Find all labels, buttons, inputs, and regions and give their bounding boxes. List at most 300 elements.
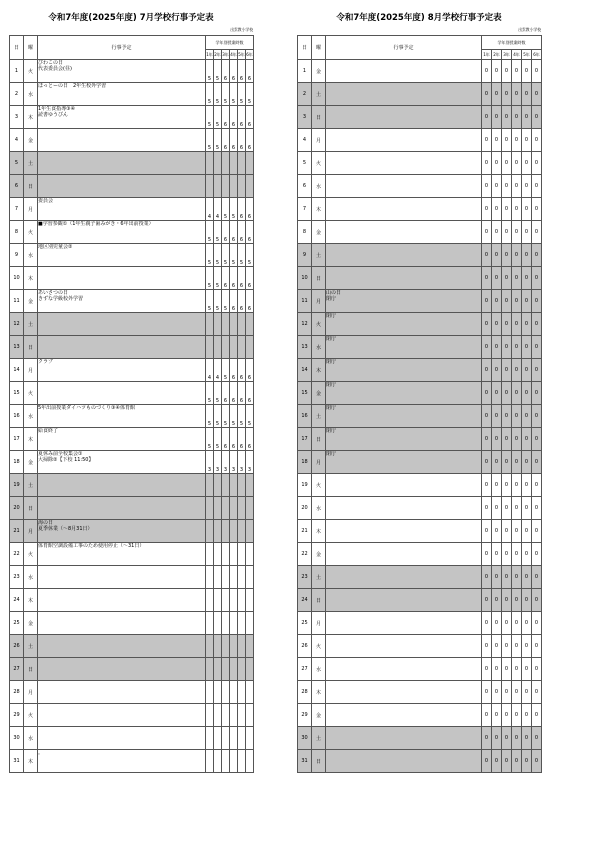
grade-hours-cell: [238, 543, 246, 566]
day-row: [10, 543, 254, 566]
grade-hours-cell: 0: [532, 198, 542, 221]
grade-hours-cell: [214, 566, 222, 589]
grade-hours-cell: 0: [512, 612, 522, 635]
day-row: [10, 267, 254, 290]
grade-hours-cell: [238, 520, 246, 543]
grade-hours-cell: [238, 612, 246, 635]
grade-hours-cell: 0: [522, 589, 532, 612]
day-row: [298, 336, 542, 359]
grade-hours-cell: 0: [482, 428, 492, 451]
grade-hours-cell: 0: [502, 129, 512, 152]
grade-hours-cell: [230, 152, 238, 175]
weekday-label: 日: [312, 106, 326, 129]
day-row: [10, 313, 254, 336]
grade-hours-cell: 0: [502, 290, 512, 313]
grade-hours-cell: [230, 313, 238, 336]
grade-label: 6年: [532, 50, 542, 60]
grade-hours-cell: 0: [482, 359, 492, 382]
day-number: 15: [10, 382, 24, 405]
day-number: 12: [298, 313, 312, 336]
grade-hours-cell: 0: [492, 658, 502, 681]
grade-hours-cell: [246, 474, 254, 497]
event-cell: [38, 681, 206, 704]
event-cell: [38, 750, 206, 773]
grade-hours-cell: [222, 543, 230, 566]
event-cell: [38, 60, 206, 83]
event-line: 閉庁: [326, 382, 337, 388]
day-number: 3: [10, 106, 24, 129]
day-row: [298, 106, 542, 129]
grade-hours-cell: 5: [214, 267, 222, 290]
day-row: [298, 520, 542, 543]
weekday-label: 木: [24, 267, 38, 290]
grade-hours-cell: 0: [502, 382, 512, 405]
grade-hours-cell: [214, 750, 222, 773]
grade-hours-cell: 0: [502, 566, 512, 589]
grade-hours-cell: 0: [482, 543, 492, 566]
event-cell: [326, 382, 482, 405]
grade-hours-cell: [246, 750, 254, 773]
weekday-label: 火: [312, 474, 326, 497]
weekday-label: 金: [24, 451, 38, 474]
weekday-label: 日: [24, 497, 38, 520]
grade-hours-cell: 0: [532, 83, 542, 106]
day-number: 5: [10, 152, 24, 175]
grade-hours-cell: 0: [482, 152, 492, 175]
grade-hours-cell: 0: [512, 543, 522, 566]
grade-hours-cell: [206, 152, 214, 175]
weekday-label: 火: [24, 221, 38, 244]
grade-hours-cell: [246, 612, 254, 635]
grade-hours-cell: 0: [522, 152, 532, 175]
grade-hours-cell: 0: [482, 290, 492, 313]
grade-hours-cell: 0: [482, 681, 492, 704]
grade-hours-cell: 0: [502, 60, 512, 83]
grade-hours-cell: [230, 336, 238, 359]
day-row: [298, 267, 542, 290]
weekday-label: 土: [24, 313, 38, 336]
day-number: 11: [10, 290, 24, 313]
day-number: 4: [10, 129, 24, 152]
grade-hours-cell: 5: [222, 198, 230, 221]
event-line: 海の日: [38, 520, 54, 526]
weekday-label: 火: [24, 60, 38, 83]
grade-hours-cell: 6: [246, 359, 254, 382]
weekday-label: 水: [312, 175, 326, 198]
grade-label: 4年: [512, 50, 522, 60]
grade-hours-cell: 0: [492, 267, 502, 290]
grade-hours-cell: 0: [482, 566, 492, 589]
july-schedule-panel: [9, 12, 253, 773]
day-row: [10, 727, 254, 750]
event-line: 読書ゆうびん: [38, 112, 69, 118]
grade-hours-cell: [238, 681, 246, 704]
day-number: 14: [298, 359, 312, 382]
day-number: 22: [10, 543, 24, 566]
grade-hours-cell: 0: [482, 336, 492, 359]
grade-hours-cell: 0: [502, 244, 512, 267]
event-cell: [38, 336, 206, 359]
grade-hours-cell: 0: [512, 267, 522, 290]
grade-hours-cell: 0: [482, 750, 492, 773]
grade-hours-cell: [214, 313, 222, 336]
day-number: 30: [298, 727, 312, 750]
grade-hours-cell: 4: [206, 359, 214, 382]
day-row: [10, 520, 254, 543]
grade-hours-cell: [222, 589, 230, 612]
grade-label: 6年: [246, 50, 254, 60]
day-number: 9: [10, 244, 24, 267]
grade-hours-cell: 0: [492, 313, 502, 336]
grade-hours-cell: 0: [532, 704, 542, 727]
grade-hours-cell: 0: [532, 106, 542, 129]
grade-hours-cell: 0: [522, 474, 532, 497]
grade-hours-cell: 0: [492, 566, 502, 589]
grade-hours-cell: 0: [522, 566, 532, 589]
grade-hours-cell: [246, 175, 254, 198]
grade-hours-cell: 0: [512, 83, 522, 106]
grade-hours-cell: [214, 658, 222, 681]
grade-hours-cell: [206, 520, 214, 543]
grade-hours-cell: 0: [502, 520, 512, 543]
grade-hours-cell: [222, 497, 230, 520]
event-cell: [38, 474, 206, 497]
grade-hours-cell: 5: [238, 83, 246, 106]
grade-hours-cell: [238, 658, 246, 681]
grade-hours-cell: 0: [522, 750, 532, 773]
grade-hours-cell: 0: [532, 451, 542, 474]
weekday-col-header: 曜: [312, 36, 326, 60]
grade-hours-cell: [222, 566, 230, 589]
event-cell: [326, 60, 482, 83]
day-number: 18: [298, 451, 312, 474]
grade-hours-cell: 0: [482, 129, 492, 152]
grade-hours-cell: 0: [522, 175, 532, 198]
grade-hours-cell: 4: [214, 359, 222, 382]
day-row: [10, 359, 254, 382]
grade-hours-cell: 0: [492, 727, 502, 750]
grade-hours-cell: 0: [532, 520, 542, 543]
day-row: [10, 681, 254, 704]
grade-hours-cell: 0: [522, 290, 532, 313]
grade-hours-cell: 0: [512, 244, 522, 267]
grade-hours-cell: 5: [214, 221, 222, 244]
grade-hours-cell: 0: [502, 658, 512, 681]
weekday-label: 金: [312, 704, 326, 727]
grade-hours-cell: 5: [214, 428, 222, 451]
grade-label: 1年: [206, 50, 214, 60]
grade-hours-cell: 5: [222, 83, 230, 106]
day-number: 31: [10, 750, 24, 773]
grade-hours-cell: 5: [206, 83, 214, 106]
grade-hours-cell: 0: [522, 520, 532, 543]
grade-hours-cell: 0: [512, 106, 522, 129]
event-cell: [326, 175, 482, 198]
grade-hours-cell: 6: [238, 359, 246, 382]
grade-hours-cell: 0: [522, 106, 532, 129]
event-cell: [326, 589, 482, 612]
event-cell: [326, 106, 482, 129]
day-number: 1: [10, 60, 24, 83]
day-number: 7: [10, 198, 24, 221]
day-number: 12: [10, 313, 24, 336]
day-number: 1: [298, 60, 312, 83]
grade-hours-cell: 0: [502, 635, 512, 658]
grade-hours-cell: 0: [512, 198, 522, 221]
grade-hours-cell: 0: [492, 681, 502, 704]
event-cell: [326, 520, 482, 543]
grade-hours-cell: [206, 612, 214, 635]
event-cell: [326, 428, 482, 451]
day-row: [298, 313, 542, 336]
day-row: [298, 543, 542, 566]
day-row: [10, 474, 254, 497]
event-cell: [38, 313, 206, 336]
day-row: [10, 382, 254, 405]
weekday-label: 金: [312, 382, 326, 405]
weekday-label: 金: [24, 612, 38, 635]
july-day-rows: [10, 60, 254, 773]
day-row: [10, 612, 254, 635]
day-number: 22: [298, 543, 312, 566]
grade-hours-cell: 0: [492, 405, 502, 428]
day-row: [298, 727, 542, 750]
grade-hours-cell: 0: [532, 382, 542, 405]
event-line: 5年出前授業ダイハツものづくり③④体育館: [38, 405, 135, 411]
weekday-label: 土: [24, 474, 38, 497]
weekday-label: 土: [312, 566, 326, 589]
weekday-label: 水: [312, 336, 326, 359]
event-cell: [38, 612, 206, 635]
grade-hours-cell: 6: [222, 382, 230, 405]
event-line: 閉庁: [326, 405, 337, 411]
grade-hours-cell: 6: [222, 221, 230, 244]
weekday-label: 月: [312, 451, 326, 474]
event-line: 。: [38, 750, 44, 756]
grade-hours-cell: [230, 750, 238, 773]
grade-hours-cell: 0: [532, 658, 542, 681]
event-cell: [326, 543, 482, 566]
grade-hours-cell: 5: [230, 198, 238, 221]
weekday-label: 月: [24, 520, 38, 543]
grade-hours-cell: [206, 704, 214, 727]
grade-hours-cell: 6: [246, 290, 254, 313]
grade-hours-cell: 5: [238, 244, 246, 267]
event-cell: [326, 244, 482, 267]
grade-hours-cell: 5: [214, 129, 222, 152]
grade-hours-cell: 0: [502, 106, 512, 129]
grade-hours-cell: [238, 750, 246, 773]
july-title: 令和7年度(2025年度) 7月学校行事予定表: [48, 13, 214, 23]
grade-hours-cell: 5: [246, 244, 254, 267]
grade-hours-cell: 0: [532, 152, 542, 175]
day-number: 19: [10, 474, 24, 497]
grade-hours-cell: 0: [532, 635, 542, 658]
grade-hours-cell: 0: [512, 727, 522, 750]
grade-hours-cell: 0: [492, 612, 502, 635]
grade-hours-cell: 0: [522, 612, 532, 635]
grade-hours-cell: 5: [214, 290, 222, 313]
grade-hours-cell: 0: [512, 750, 522, 773]
grade-hours-cell: [238, 635, 246, 658]
grade-label: 2年: [492, 50, 502, 60]
day-number: 20: [10, 497, 24, 520]
grade-hours-cell: 0: [482, 589, 492, 612]
grade-hours-cell: 6: [238, 290, 246, 313]
grade-hours-cell: 0: [522, 129, 532, 152]
grade-hours-cell: 6: [246, 60, 254, 83]
grade-hours-cell: 6: [230, 267, 238, 290]
day-number: 11: [298, 290, 312, 313]
grade-hours-cell: 0: [522, 267, 532, 290]
grade-hours-cell: 6: [238, 382, 246, 405]
weekday-col-header: 曜: [24, 36, 38, 60]
event-cell: [326, 313, 482, 336]
day-row: [10, 244, 254, 267]
grade-label: 3年: [502, 50, 512, 60]
grade-hours-cell: 6: [238, 198, 246, 221]
grade-hours-cell: 0: [502, 474, 512, 497]
event-line: 閉庁: [326, 451, 337, 457]
weekday-label: 月: [312, 129, 326, 152]
grade-hours-cell: 0: [522, 60, 532, 83]
grade-hours-cell: 0: [482, 612, 492, 635]
grade-hours-cell: 6: [238, 267, 246, 290]
grade-hours-cell: 5: [214, 405, 222, 428]
grade-hours-cell: [214, 681, 222, 704]
grade-hours-cell: 5: [206, 244, 214, 267]
grade-hours-cell: [246, 635, 254, 658]
grade-hours-cell: [238, 727, 246, 750]
grade-hours-cell: 0: [492, 589, 502, 612]
grade-hours-cell: 6: [230, 428, 238, 451]
day-row: [10, 566, 254, 589]
grade-hours-cell: 0: [502, 704, 512, 727]
grade-hours-cell: 6: [222, 428, 230, 451]
grade-hours-cell: 0: [492, 359, 502, 382]
grade-hours-cell: 6: [238, 60, 246, 83]
weekday-label: 月: [312, 290, 326, 313]
grade-hours-cell: [230, 612, 238, 635]
event-line: ほっとーの日 2年生校外学習: [38, 83, 107, 89]
grade-hours-cell: 0: [532, 290, 542, 313]
grade-hours-cell: 0: [502, 428, 512, 451]
grade-hours-cell: [230, 474, 238, 497]
grade-hours-cell: 0: [512, 474, 522, 497]
event-cell: [38, 221, 206, 244]
day-row: [10, 83, 254, 106]
grade-label: 5年: [238, 50, 246, 60]
weekday-label: 火: [312, 152, 326, 175]
grade-hours-cell: 5: [214, 106, 222, 129]
day-row: [298, 198, 542, 221]
grade-hours-cell: 6: [246, 129, 254, 152]
day-number: 17: [298, 428, 312, 451]
day-row: [298, 244, 542, 267]
grade-hours-cell: 0: [512, 681, 522, 704]
event-cell: [326, 83, 482, 106]
day-number: 31: [298, 750, 312, 773]
day-row: [10, 451, 254, 474]
grade-hours-cell: 0: [522, 405, 532, 428]
weekday-label: 日: [312, 750, 326, 773]
grade-hours-cell: 0: [492, 451, 502, 474]
day-number: 2: [298, 83, 312, 106]
weekday-label: 金: [24, 290, 38, 313]
event-cell: [38, 635, 206, 658]
july-schedule-table: [9, 35, 254, 773]
grade-hours-cell: 0: [512, 175, 522, 198]
weekday-label: 日: [312, 428, 326, 451]
day-row: [298, 175, 542, 198]
grade-hours-cell: [206, 750, 214, 773]
grade-hours-cell: 6: [246, 198, 254, 221]
day-row: [298, 221, 542, 244]
event-cell: [38, 497, 206, 520]
event-cell: [38, 83, 206, 106]
grade-label: 2年: [214, 50, 222, 60]
grade-hours-cell: [230, 175, 238, 198]
event-line: 閉庁: [326, 428, 337, 434]
grade-hours-cell: 4: [206, 198, 214, 221]
grade-hours-cell: 0: [482, 198, 492, 221]
event-line: 閉庁: [326, 359, 337, 365]
grade-hours-cell: 0: [492, 382, 502, 405]
hours-col-header: 学年別授業時数: [206, 36, 254, 50]
grade-hours-cell: [222, 612, 230, 635]
grade-hours-cell: [246, 336, 254, 359]
hours-col-header: 学年別授業時数: [482, 36, 542, 50]
grade-hours-cell: [222, 750, 230, 773]
grade-hours-cell: [214, 152, 222, 175]
grade-label: 1年: [482, 50, 492, 60]
event-line: 大掃除②【下校 11:50】: [38, 457, 94, 463]
weekday-label: 木: [312, 681, 326, 704]
grade-hours-cell: 6: [246, 267, 254, 290]
day-number: 9: [298, 244, 312, 267]
grade-hours-cell: 6: [246, 106, 254, 129]
grade-hours-cell: 0: [522, 635, 532, 658]
event-cell: [326, 704, 482, 727]
grade-hours-cell: 0: [512, 405, 522, 428]
day-number: 23: [298, 566, 312, 589]
day-row: [10, 635, 254, 658]
grade-hours-cell: 0: [522, 658, 532, 681]
grade-hours-cell: 3: [222, 451, 230, 474]
grade-hours-cell: 6: [238, 221, 246, 244]
grade-hours-cell: 0: [512, 313, 522, 336]
day-number: 4: [298, 129, 312, 152]
day-row: [298, 658, 542, 681]
event-line: 地区別児童会②: [38, 244, 73, 250]
august-schedule-panel: [297, 12, 541, 773]
grade-hours-cell: 5: [206, 106, 214, 129]
grade-hours-cell: 0: [482, 221, 492, 244]
grade-hours-cell: 0: [532, 244, 542, 267]
grade-hours-cell: 0: [522, 198, 532, 221]
event-cell: [38, 543, 206, 566]
grade-hours-cell: 6: [246, 382, 254, 405]
grade-hours-cell: [206, 658, 214, 681]
weekday-label: 土: [312, 83, 326, 106]
grade-hours-cell: 0: [512, 382, 522, 405]
grade-hours-cell: 0: [502, 83, 512, 106]
day-row: [10, 152, 254, 175]
weekday-label: 土: [312, 244, 326, 267]
event-cell: [38, 405, 206, 428]
grade-hours-cell: 0: [492, 83, 502, 106]
day-row: [298, 129, 542, 152]
